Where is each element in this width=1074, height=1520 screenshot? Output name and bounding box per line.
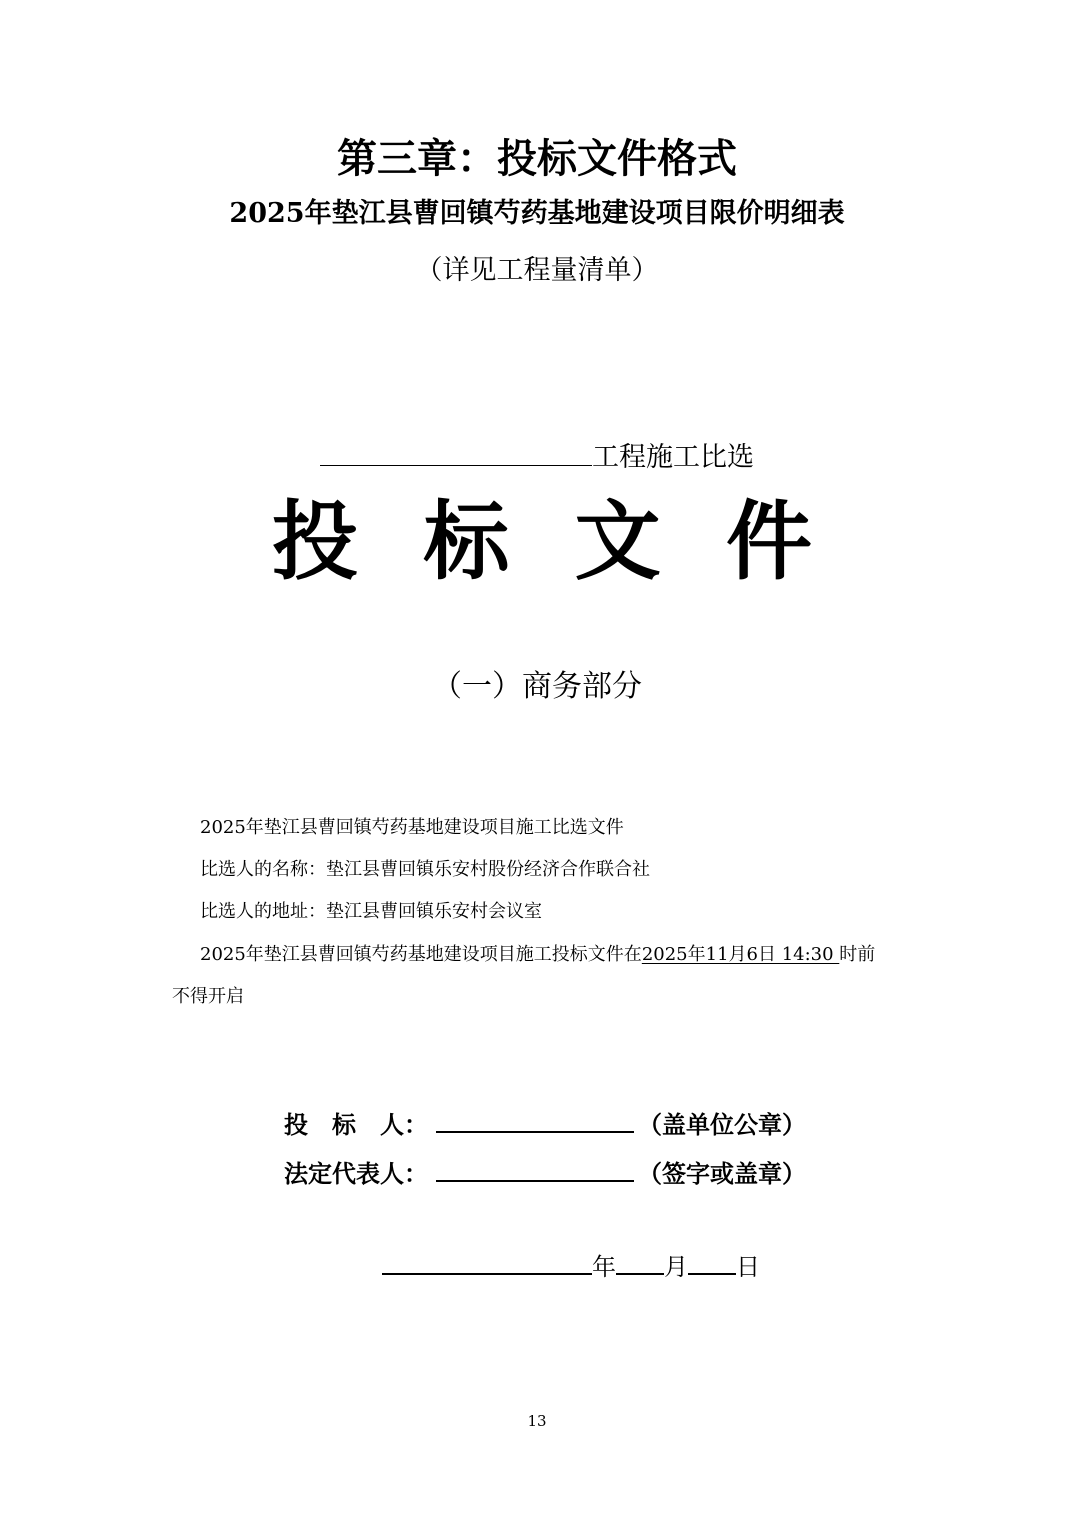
bidder-seal-note: （盖单位公章）	[638, 1110, 806, 1139]
price-table-title: 2025年垫江县曹回镇芍药基地建设项目限价明细表	[229, 198, 845, 229]
bidder-signature-row	[284, 1105, 806, 1142]
representative-sign-note: （签字或盖章）	[638, 1159, 806, 1188]
opening-time-suffix: 时前	[839, 944, 876, 965]
year-label: 年	[592, 1253, 616, 1281]
bidder-blank	[436, 1105, 634, 1133]
month-blank	[616, 1247, 664, 1275]
chapter-title: 第三章：投标文件格式	[337, 135, 737, 182]
day-label: 日	[736, 1253, 760, 1281]
info-line-no-open: 不得开启	[172, 986, 244, 1007]
project-suffix: 工程施工比选	[592, 442, 754, 473]
representative-blank	[436, 1154, 634, 1182]
year-blank	[382, 1247, 592, 1275]
price-table-note: （详见工程量清单）	[415, 255, 659, 286]
title-char-2: 标	[423, 492, 510, 592]
title-char-4: 件	[725, 492, 812, 592]
date-line	[382, 1247, 760, 1284]
opening-time-prefix: 2025年垫江县曹回镇芍药基地建设项目施工投标文件在	[200, 944, 642, 965]
part-label: （一）商务部分	[432, 669, 642, 704]
project-name-line	[320, 437, 754, 478]
bid-document-title	[272, 492, 812, 592]
page-number: 13	[527, 1412, 547, 1430]
day-blank	[688, 1247, 736, 1275]
info-line-opening-time	[200, 943, 875, 967]
title-char-3: 文	[574, 492, 661, 592]
title-char-1: 投	[272, 492, 358, 592]
opening-time-date: 2025年11月6日 14:30	[641, 944, 840, 965]
bidder-label: 投 标 人：	[284, 1110, 428, 1139]
info-line-project: 2025年垫江县曹回镇芍药基地建设项目施工比选文件	[200, 817, 624, 838]
project-name-blank	[320, 437, 592, 466]
info-line-bidder-name: 比选人的名称：垫江县曹回镇乐安村股份经济合作联合社	[200, 859, 650, 880]
representative-label: 法定代表人：	[284, 1159, 428, 1188]
month-label: 月	[664, 1253, 688, 1281]
info-line-bidder-address: 比选人的地址：垫江县曹回镇乐安村会议室	[200, 901, 542, 922]
representative-signature-row	[284, 1154, 806, 1191]
